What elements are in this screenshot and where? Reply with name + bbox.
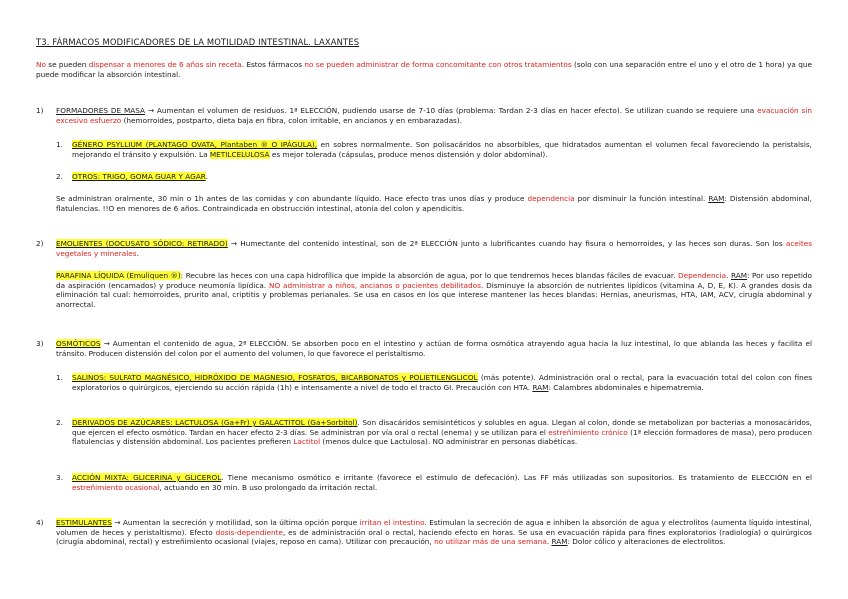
section-osmoticos — [56, 339, 812, 358]
section-text: → Aumentan el contenido de agua, 2ª ELECCIÓN. Se absorben poco en el intestino y actúan de forma osmótica atrayendo agua hacia la luz intestinal, lo que ablanda las heces y facilita el tránsito. Producen distensión del colon por el aumento del volumen, lo que favorece el peristaltismo. — [56, 339, 812, 358]
section-number: 2) — [36, 239, 44, 248]
subsection-text: . Son disacáridos semisintéticos y solubles en agua. Llegan al colon, donde se metabolizan por bacterias a monosacáridos, que ejercen el efecto osmótico. Tardan en hacer efecto 2-3 días. Se administran por vía oral o rectal (enema) y se utilizan para el — [72, 418, 812, 437]
subsection-text: , actuando en 30 min. B uso prolongado da irritación rectal. — [159, 482, 378, 492]
section-number: 1) — [36, 106, 44, 115]
section-heading: FORMADORES DE MASA — [56, 106, 146, 115]
section-text: → Aumentan el volumen de residuos. 1ª ELECCIÓN, pudiendo usarse de 7-10 días (problema: Tardan 2-3 días en hacer efecto). Se utilizan cuando se requiere una — [145, 106, 758, 115]
paragraph-text: . — [726, 271, 731, 280]
subsection-heading: OTROS: TRIGO, GOMA GUAR Y AGAR — [72, 172, 206, 181]
subsection-text: (1ª elección formadores de masa), pero producen flatulencias y distensión abdominal. Los pacientes prefieren — [72, 427, 813, 447]
subsection-warning: estreñimiento ocasional — [72, 482, 160, 492]
section-heading: ESTIMULANTES — [56, 518, 112, 527]
subsection-number: 2. — [56, 418, 63, 427]
subsection-number: 1. — [56, 373, 63, 382]
intro-warning: dispensar a menores de 6 años sin receta — [88, 60, 242, 69]
section-text: → Aumentan la secreción y motilidad, son la última opción porque — [111, 518, 360, 527]
section-warning: no utilizar más de una semana — [434, 537, 547, 547]
section-formadores-de-masa — [56, 106, 812, 125]
subsection-number: 1. — [56, 140, 63, 149]
section-text: , es de administración oral o rectal, haciendo efecto en horas. Se usa en evacuación rápida para fines exploratorios (radiología) o quirúrgicos (cirugía abdominal, rectal) y estreñimiento ocasional (viajes, reposo en cama). Utilizar con precaución, — [56, 527, 812, 547]
page-title: T3. FÁRMACOS MODIFICADORES DE LA MOTILIDAD INTESTINAL. LAXANTES — [36, 37, 360, 47]
section-warning: irritan el intestino — [359, 518, 425, 527]
section-notes — [56, 194, 812, 213]
subsection-text: . — [205, 172, 208, 181]
subsection-heading: SALINOS: SULFATO MAGNÉSICO, HIDRÓXIDO DE MAGNESIO, FOSFATOS, BICARBONATOS y POLIETILENGLICOL — [72, 373, 478, 382]
notes-text: !!O en menores de 6 años. Contraindicada en obstrucción intestinal, atonía del colon y apendicitis. — [102, 203, 465, 213]
ram-label: RAM — [551, 537, 568, 547]
subsection-heading: GÉNERO PSYLLIUM (PLANTAGO OVATA, Plantaben ® O IPÁGULA), — [72, 140, 318, 149]
highlighted-term: METILCELULOSA — [209, 149, 270, 159]
intro-paragraph — [36, 60, 812, 79]
section-estimulantes — [56, 518, 812, 547]
subsection-heading: DERIVADOS DE AZÚCARES: LACTULOSA (Ga+Fr) y GALACTITOL (Ga+Sorbitol) — [72, 418, 358, 427]
section-text: . Estimulan la secreción de agua e inhiben la absorción de agua y electrolitos (aumenta líquido intestinal, volumen de heces y peristaltismo). Efecto — [56, 518, 812, 537]
section-heading: EMOLIENTES (DOCUSATO SÓDICO: RETIRADO) — [56, 239, 228, 248]
section-warning: aceites vegetales y minerales — [56, 239, 812, 258]
parafina-paragraph — [56, 271, 812, 310]
subsection-text: . Tiene mecanismo osmótico e irritante (favorece el estímulo de defecación). Las FF más utilizadas son supositorios. Es tratamiento de ELECCIÓN en el — [221, 473, 812, 482]
notes-text: Se administran oralmente, 30 min o 1h antes de las comidas y con abundante líquido. Hace efecto tras unos días y produce — [56, 194, 528, 203]
section-warning: evacuación sin excesivo esfuerzo — [56, 106, 812, 125]
section-text: → Humectante del contenido intestinal, son de 2ª ELECCIÓN junto a lubrificantes cuando hay fisura o hemorroides, y las heces son duras. Son los — [227, 239, 786, 248]
paragraph-warning: Dependencia — [678, 271, 727, 280]
intro-text: (solo con una separación entre el uno y el otro de 1 hora) ya que puede modificar la absorción intestinal. — [36, 60, 812, 79]
subsection-warning: estreñimiento crónico — [548, 427, 628, 437]
subsection-heading: ACCIÓN MIXTA: GLICERINA y GLICEROL — [72, 473, 222, 482]
highlighted-term: PARAFINA LÍQUIDA (Emuliquen ®) — [56, 271, 181, 280]
subsection-text: (menos dulce que Lactulosa). NO administrar en personas diabéticas. — [320, 437, 578, 447]
subsection-text: (más potente). Administración oral o rectal, para la evacuación total del colon con fines exploratorios o quirúrgicos, ejerciendo su acción rápida (1h) e intensamente a nivel de todo el tracto GI. Precaución con HTA. — [72, 373, 812, 392]
subsection-warning: Lactitol — [293, 437, 321, 447]
subsection-text: : Calambres abdominales e hipematremia. — [548, 382, 704, 392]
subsection-salinos — [72, 373, 812, 392]
ram-label: RAM — [708, 194, 725, 203]
paragraph-text: . Disminuye la absorción de nutrientes lipídicos (vitamina A, D, E, K). A grandes dosis da eliminación tal cual: hemorroides, prurito anal, criptitis y problemas perianales. Se usa en casos en los que interese mantener las heces blandas: Hernias, aneurismas, HTA, IAM, ACV, cirugía abdominal y anorrectal. — [56, 280, 813, 310]
subsection-number: 3. — [56, 473, 63, 482]
section-number: 4) — [36, 518, 44, 527]
subsection-azucares — [72, 418, 812, 447]
intro-text: No — [36, 60, 46, 69]
paragraph-warning: NO administrar a niños, ancianos o pacientes debilitados — [268, 280, 481, 290]
section-heading: OSMÓTICOS — [56, 339, 101, 348]
section-text: (hemorroides, postparto, dieta baja en fibra, colon irritable, en ancianos y en embarazadas). — [121, 115, 463, 125]
notes-warning: dependencia — [527, 194, 575, 203]
section-text: : Dolor cólico y alteraciones de electrolitos. — [567, 537, 726, 547]
subsection-otros — [72, 172, 812, 182]
subsection-accion-mixta — [72, 473, 812, 492]
subsection-text: en sobres normalmente. Son polisacáridos no absorbibles, que hidratados aumentan el volumen fecal favoreciendo la peristalsis, mejorando el tránsito y expulsión. La — [72, 140, 813, 159]
paragraph-text: : Recubre las heces con una capa hidrofílica que impide la absorción de agua, por lo que tendremos heces blandas fáciles de evacuar. — [180, 271, 679, 280]
subsection-number: 2. — [56, 172, 63, 181]
ram-label: RAM — [731, 271, 748, 280]
subsection-text: es mejor tolerada (cápsulas, produce menos distensión y dolor abdominal). — [269, 149, 548, 159]
section-text: . — [136, 248, 139, 258]
paragraph-text: : Por uso repetido da aspiración (encamados) y produce neumonía lipídica. — [56, 271, 812, 290]
ram-label: RAM — [532, 382, 549, 392]
section-text: . — [546, 537, 552, 547]
intro-text: . Estos fármacos — [241, 60, 305, 69]
notes-text: : Distensión abdominal, flatulencias. — [56, 194, 812, 213]
notes-text: por disminuir la función intestinal. — [574, 194, 709, 203]
section-emolientes — [56, 239, 812, 258]
section-number: 3) — [36, 339, 44, 348]
intro-warning: no se pueden administrar de forma concomitante con otros tratamientos — [304, 60, 572, 69]
section-warning: dosis-dependiente — [215, 527, 283, 537]
intro-text: se pueden — [45, 60, 89, 69]
subsection-psyllium — [72, 140, 812, 159]
